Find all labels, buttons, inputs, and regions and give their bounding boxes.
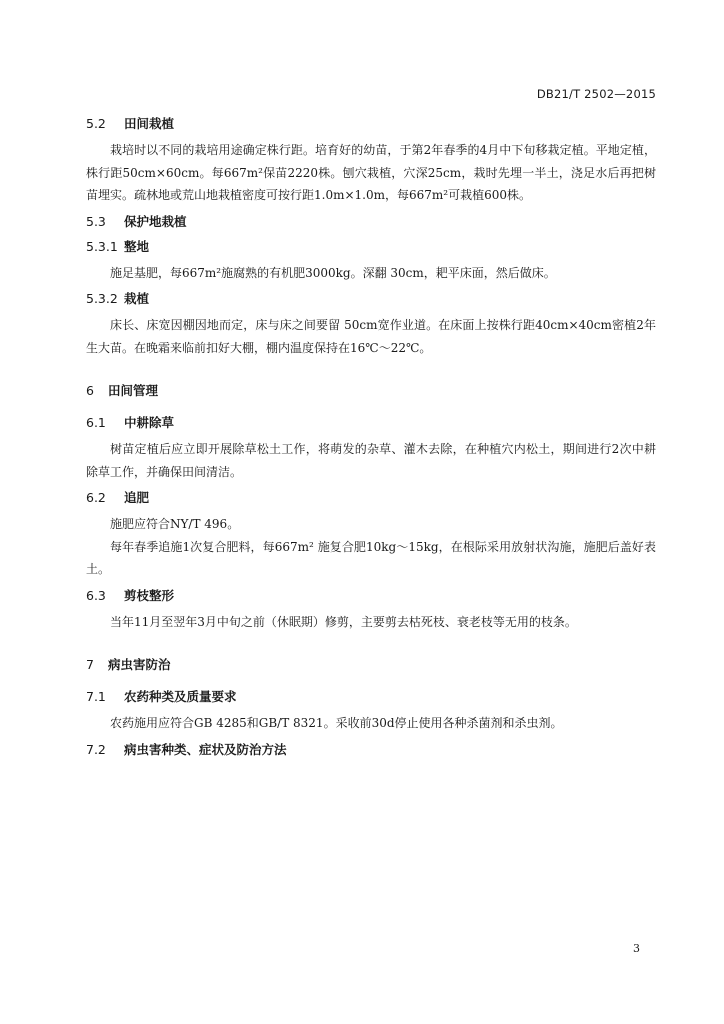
- section-number: 6: [86, 383, 94, 398]
- section-number: 6.3: [86, 587, 106, 603]
- section-heading: [86, 488, 656, 508]
- subsection-heading: [86, 289, 656, 309]
- section-title: 病虫害种类、症状及防治方法: [124, 741, 287, 757]
- section-heading: [86, 687, 656, 707]
- section-title: 田间管理: [108, 383, 159, 398]
- section-title: 剪枝整形: [124, 587, 175, 603]
- section-heading: [86, 114, 656, 134]
- paragraph: 树苗定植后应立即开展除草松土工作，将萌发的杂草、灌木去除，在种植穴内松土，期间进行2次中耕除草工作，并确保田间清洁。: [86, 442, 656, 479]
- page-number: 3: [633, 942, 640, 955]
- document-body: [86, 114, 656, 760]
- section-heading: [86, 740, 656, 760]
- chapter-heading: [86, 381, 656, 401]
- section-title: 追肥: [124, 490, 150, 505]
- paragraph: 每年春季追施1次复合肥料，每667m² 施复合肥10kg～15kg，在根际采用放射状沟施，施肥后盖好表土。: [86, 539, 656, 576]
- section-number: 5.3: [86, 213, 106, 229]
- section-number: 5.2: [86, 116, 106, 131]
- document-code: DB21/T 2502—2015: [536, 87, 656, 101]
- chapter-heading: [86, 655, 656, 675]
- paragraph: 当年11月至翌年3月中旬之前（休眠期）修剪，主要剪去枯死枝、衰老枝等无用的枝条。: [110, 614, 577, 629]
- section-number: 7.2: [86, 741, 106, 757]
- section-number: 7.1: [86, 689, 106, 704]
- section-heading: [86, 586, 656, 606]
- paragraph: 施足基肥，每667m²施腐熟的有机肥3000kg。深翻 30cm，耙平床面，然后做床。: [110, 265, 556, 280]
- paragraph: 床长、床宽因棚因地而定，床与床之间要留 50cm宽作业道。在床面上按株行距40cm×40cm密植2年生大苗。在晚霜来临前扣好大棚，棚内温度保持在16℃～22℃。: [86, 318, 656, 355]
- section-title: 保护地栽植: [124, 213, 187, 229]
- section-number: 5.3.2: [86, 291, 118, 306]
- section-heading: [86, 413, 656, 433]
- section-title: 中耕除草: [124, 415, 175, 430]
- section-number: 7: [86, 657, 94, 672]
- paragraph: 施肥应符合NY/T 496。: [110, 517, 240, 531]
- section-title: 农药种类及质量要求: [124, 689, 237, 704]
- section-title: 田间栽植: [124, 116, 175, 131]
- section-title: 病虫害防治: [108, 657, 171, 672]
- subsection-heading: [86, 237, 656, 257]
- section-number: 6.1: [86, 415, 106, 430]
- paragraph: 农药施用应符合GB 4285和GB/T 8321。采收前30d停止使用各种杀菌剂和杀虫剂。: [110, 716, 563, 730]
- section-title: 栽植: [124, 291, 150, 306]
- section-heading: [86, 212, 656, 232]
- section-number: 5.3.1: [86, 238, 118, 254]
- paragraph: 栽培时以不同的栽培用途确定株行距。培育好的幼苗，于第2年春季的4月中下旬移栽定植。平地定植，株行距50cm×60cm。每667m²保苗2220株。刨穴栽植，穴深25cm，栽时先埋一半土，浇足水后再把树苗埋实。疏林地或荒山地栽植密度可按行距1.0m×1.0m，每667m²可栽植600株。: [86, 143, 656, 202]
- section-title: 整地: [124, 238, 150, 254]
- section-number: 6.2: [86, 490, 106, 505]
